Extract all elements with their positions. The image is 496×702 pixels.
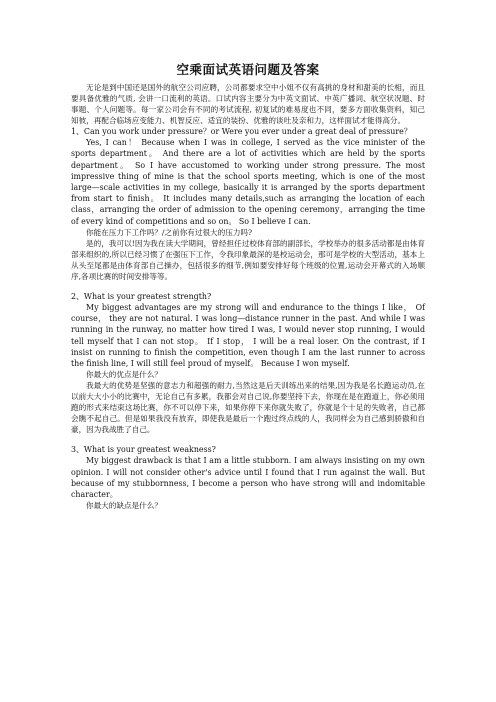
intro-paragraph: 无论是到中国还是国外的航空公司应聘，公司都要求空中小姐不仅有高挑的身材和甜美的长相，而且要具备优雅的气质, 会讲一口流利的英语。口试内容主要分为中英文面试、中英广播词、航空状况题、时事题、个人问题等。每一家公司会有不同的考试流程, 初复试的难易度也不同，要多方面收集资料，知己知彼，再配合临场应变能力、机智反应、适宜的装扮、优雅的谈吐及亲和力，这样面试才能得高分。 [71, 83, 425, 125]
answer-1-cn: 是的，我可以!因为我在读大学期间，曾经担任过校体育部的副部长，学校举办的很多活动都是由体育部来组织的,所以已经习惯了在强压下工作，令我印象最深的是校运动会，那可是学校的大型活动，基本上从头至尾都是由体育部自己操办，包括很多的细节,例如要安排好每个班级的位置,运动会开幕式的入场顺序,各项比赛的时间安排等等。 [71, 238, 425, 281]
question-2-cn: 你最大的优点是什么？ [86, 370, 162, 380]
question-1: 1、Can you work under pressure？or Were you ever under a great deal of pressure？ [71, 127, 412, 136]
answer-2-cn: 我最大的优势是坚强的意志力和超强的耐力,当然这是后天训练出来的结果,因为我是名长跑运动员,在以前大大小小的比赛中，无论自己有多累，我都会对自己说,你要坚持下去，你现在是在跑道上，你必须用跑的形式来结束这场比赛，你不可以停下来，如果你停下来你就失败了，你就是个十足的失败者，自己都会瞧不起自己。但是如果我没有放弃，即使我是最后一个跑过终点线的人，我同样会为自己感到骄傲和自豪，因为我战胜了自己。 [71, 381, 425, 435]
document-body [71, 64, 425, 511]
question-1-cn: 你能在压力下工作吗？/之前你有过很大的压力吗? [86, 227, 253, 237]
question-3: 3、What is your greatest weakness? [71, 445, 216, 455]
answer-1-en: Yes, I can！ Because when I was in college, I served as the vice minister of the sports department。 And there are a lot of activities which are held by the sports department。 So I have accustomed to working under strong pressure. The most impressive thing of mine is that the school sports meeting, which is one of the most large—scale activities in my college, basically it is arranged by the sports department from start to finish。 It includes many details,such as arranging the location of each class，arranging the order of admission to the opening ceremony，arranging the time of every kind of competitions and so on。 So I believe I can. [71, 138, 425, 226]
question-2: 2、What is your greatest strength? [71, 291, 212, 301]
answer-3-en: My biggest drawback is that I am a little stubborn. I am always insisting on my own opinion. I will not consider other's advice until I found that I run against the wall. But because of my stubbornness, I become a person who have strong will and indomitable character。 [71, 456, 425, 500]
answer-2-en: My biggest advantages are my strong will and endurance to the things I like， Of course， they are not natural. I was long—distance runner in the past. And while I was running in the runway, no matter how tired I was, I would never stop running, I would tell myself that I can not stop。 If I stop， I will be a real loser. On the contrast, if I insist on running to finish the competition, even though I am the last runner to across the finish line, I will still feel proud of myself。 Because I won myself. [71, 303, 425, 369]
question-3-cn: 你最大的缺点是什么？ [86, 501, 162, 511]
page-title: 空乘面试英语问题及答案 [176, 62, 320, 77]
